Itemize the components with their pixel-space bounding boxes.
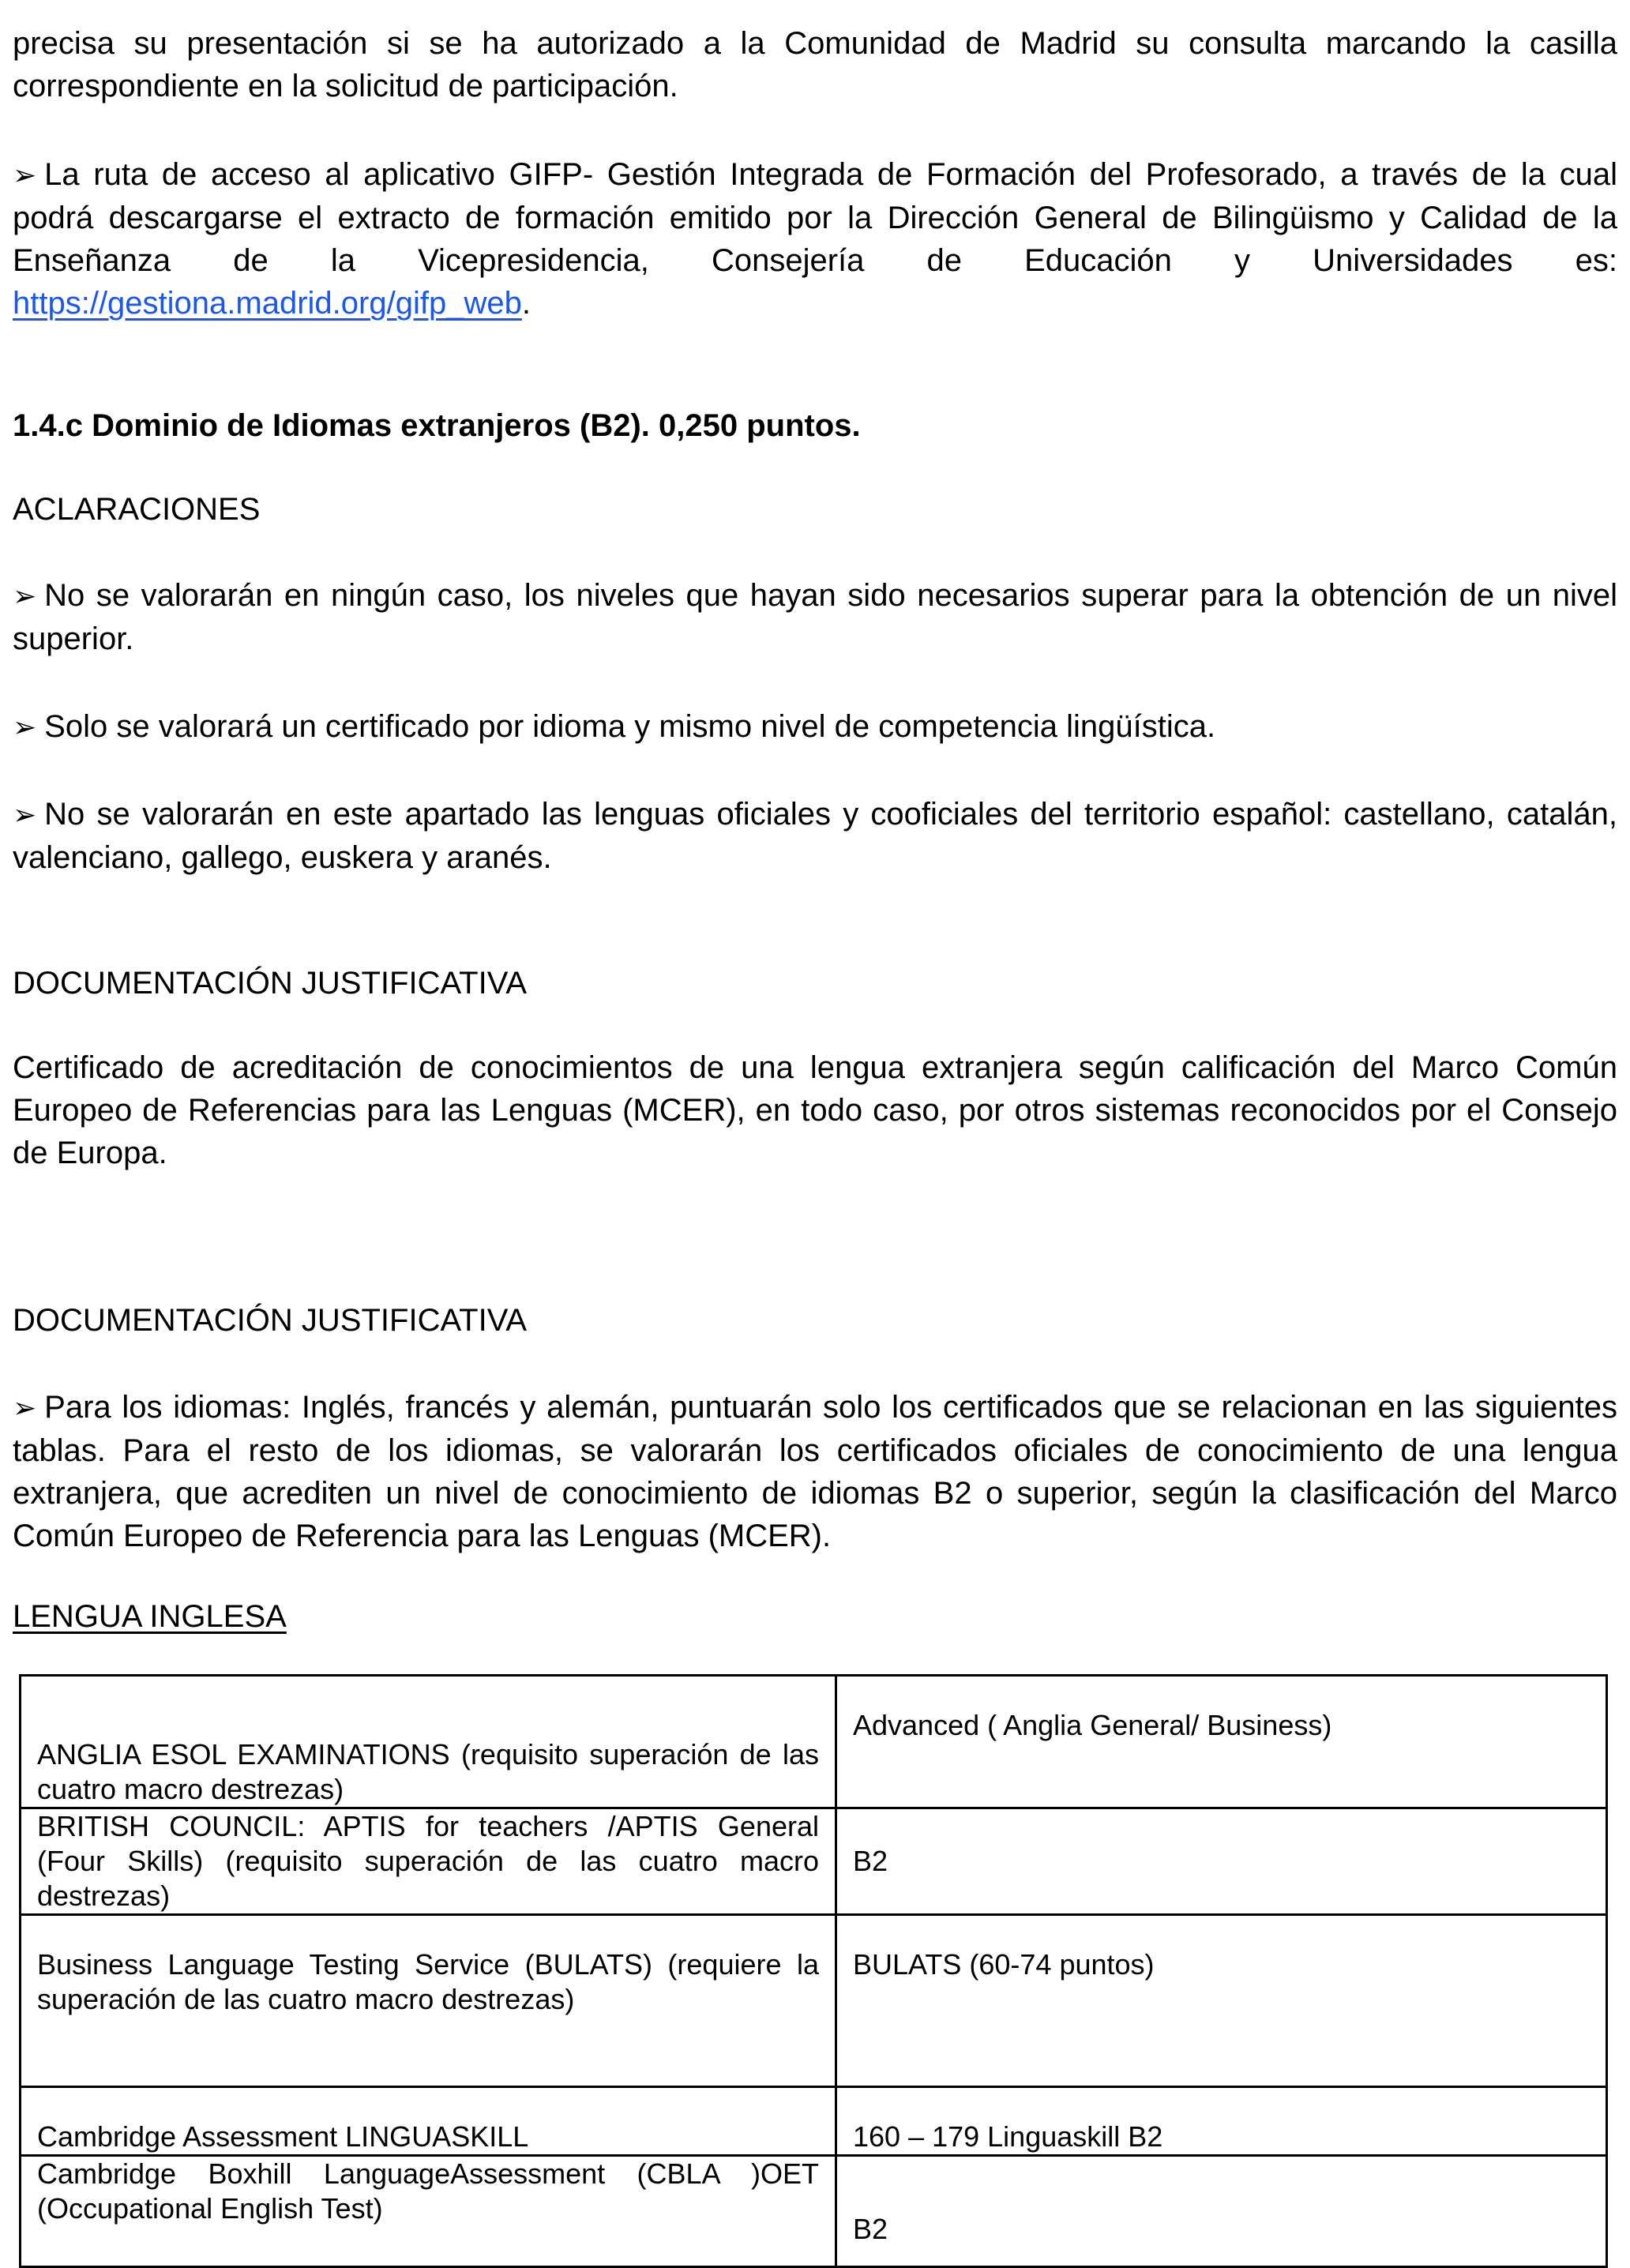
documentacion-text-1: Certificado de acreditación de conocimientos de una lengua extranjera según calificación del Marco Común Europeo de Referencias para las Lenguas (MCER), en todo caso, por otros sistemas reconocidos por el Consejo de Europa. xyxy=(13,1050,1617,1170)
exam-cell: Cambridge Assessment LINGUASKILL xyxy=(21,2087,836,2156)
aclaracion-item xyxy=(13,574,1617,660)
arrow-bullet-icon: ➢ xyxy=(13,580,37,612)
lengua-inglesa-title: LENGUA INGLESA xyxy=(13,1599,287,1634)
documentacion-text-2 xyxy=(13,1386,1617,1557)
exam-cell: Cambridge Boxhill LanguageAssessment (CBLA )OET (Occupational English Test) xyxy=(21,2156,836,2267)
aclaracion-text: No se valorarán en ningún caso, los niveles que hayan sido necesarios superar para la obtención de un nivel superior. xyxy=(13,578,1617,656)
arrow-bullet-icon: ➢ xyxy=(13,711,37,743)
table-row xyxy=(21,1676,1607,1808)
exam-cell: Business Language Testing Service (BULATS) (requiere la superación de las cuatro macro destrezas) xyxy=(21,1915,836,2087)
level-cell: Advanced ( Anglia General/ Business) xyxy=(836,1676,1607,1808)
intro-paragraph: precisa su presentación si se ha autorizado a la Comunidad de Madrid su consulta marcando la casilla correspondiente en la solicitud de participación. xyxy=(13,26,1617,103)
exam-cell: ANGLIA ESOL EXAMINATIONS (requisito superación de las cuatro macro destrezas) xyxy=(21,1676,836,1808)
level-cell: B2 xyxy=(836,2156,1607,2267)
section-heading: 1.4.c Dominio de Idiomas extranjeros (B2). 0,250 puntos. xyxy=(13,408,861,443)
documentacion-text: Para los idiomas: Inglés, francés y alemán, puntuarán solo los certificados que se relacionan en las siguientes tablas. Para el resto de los idiomas, se valorarán los certificados oficiales de conocimiento de una lengua extranjera, que acrediten un nivel de conocimiento de idiomas B2 o superior, según la clasificación del Marco Común Europeo de Referencia para las Lenguas (MCER). xyxy=(13,1390,1617,1553)
gifp-text: La ruta de acceso al aplicativo GIFP- Gestión Integrada de Formación del Profesorado, a través de la cual podrá descargarse el extracto de formación emitido por la Dirección General de Bilingüismo y Calidad de la Enseñanza de la Vicepresidencia, Consejería de Educación y Universidades es: xyxy=(13,157,1617,278)
documentacion-title-1: DOCUMENTACIÓN JUSTIFICATIVA xyxy=(13,966,528,1001)
arrow-bullet-icon: ➢ xyxy=(13,159,37,191)
aclaraciones-title: ACLARACIONES xyxy=(13,492,261,527)
level-cell: BULATS (60-74 puntos) xyxy=(836,1915,1607,2087)
aclaracion-item xyxy=(13,793,1617,879)
documentacion-title-2: DOCUMENTACIÓN JUSTIFICATIVA xyxy=(13,1303,528,1338)
english-certificates-table xyxy=(19,1674,1608,2268)
gifp-after-link: . xyxy=(521,286,531,321)
arrow-bullet-icon: ➢ xyxy=(13,1391,37,1424)
level-cell: B2 xyxy=(836,1808,1607,1915)
table-row xyxy=(21,1808,1607,1915)
exam-cell: BRITISH COUNCIL: APTIS for teachers /APTIS General (Four Skills) (requisito superación de las cuatro macro destrezas) xyxy=(21,1808,836,1915)
aclaracion-item xyxy=(13,705,1617,749)
level-cell: 160 – 179 Linguaskill B2 xyxy=(836,2087,1607,2156)
aclaracion-text: No se valorarán en este apartado las lenguas oficiales y cooficiales del territorio español: castellano, catalán, valenciano, gallego, euskera y aranés. xyxy=(13,797,1617,875)
table-row xyxy=(21,1915,1607,2087)
arrow-bullet-icon: ➢ xyxy=(13,798,37,831)
aclaracion-text: Solo se valorará un certificado por idioma y mismo nivel de competencia lingüística. xyxy=(44,709,1216,744)
table-row xyxy=(21,2087,1607,2156)
gifp-link[interactable]: https://gestiona.madrid.org/gifp_web xyxy=(13,286,522,321)
table-row xyxy=(21,2156,1607,2267)
gifp-paragraph xyxy=(13,153,1617,325)
